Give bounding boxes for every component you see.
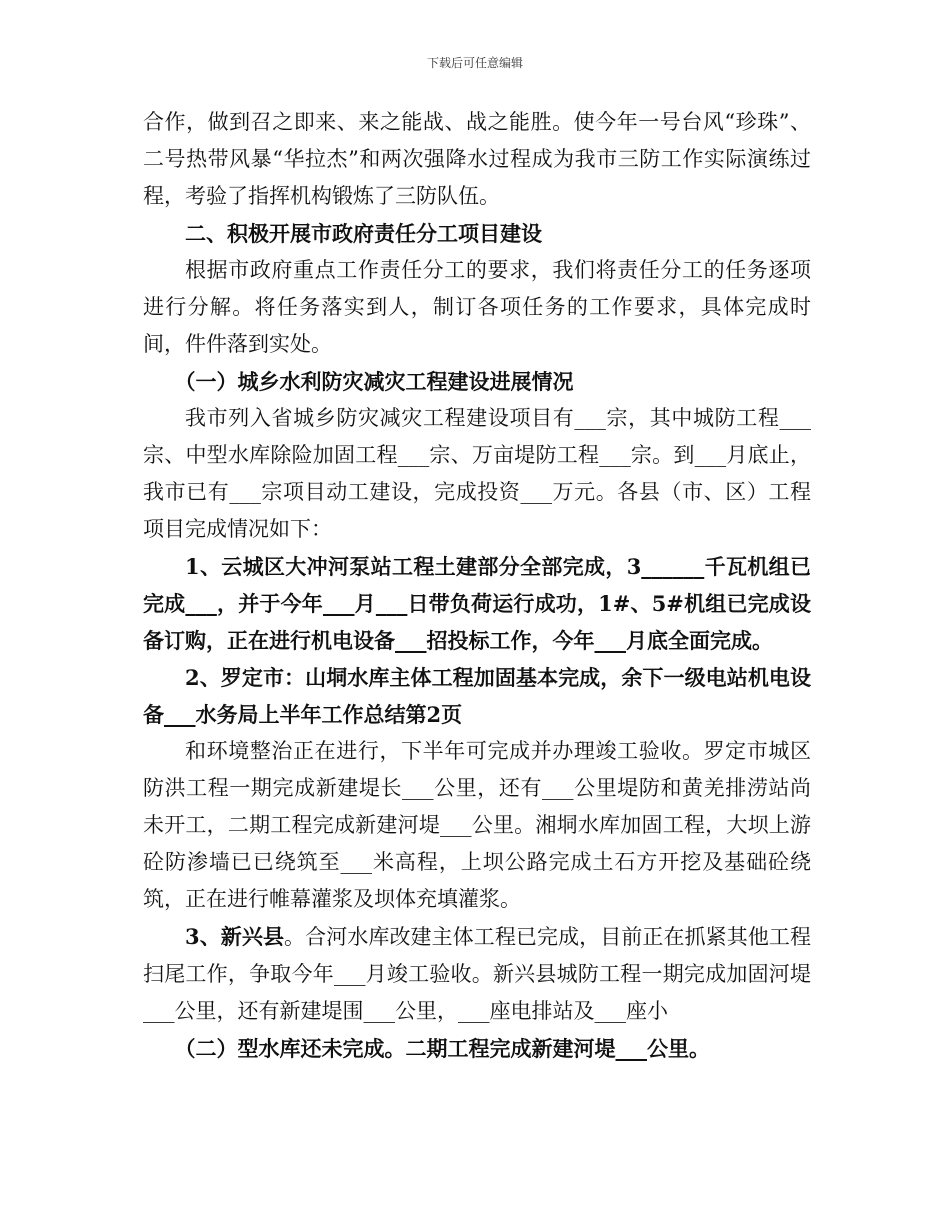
subsection-heading-2: （二）型水库还未完成。二期工程完成新建河堤___公里。 bbox=[174, 1036, 710, 1061]
header-note: 下载后可任意编辑 bbox=[426, 56, 523, 70]
section-heading-2: 二、积极开展市政府责任分工项目建设 bbox=[185, 221, 542, 246]
xinxing-text: 。合河水库改建主体工程已完成，目前正在抓紧其他工程扫尾工作，争取今年___月竣工验收。新兴县城防工程一期完成加固河堤___公里，还有新建堤围___公里，___座电排站及___座小 bbox=[143, 925, 811, 1023]
paragraph-xinxing bbox=[143, 918, 811, 1030]
xinxing-label: 3、新兴县 bbox=[185, 924, 285, 949]
paragraph-projects: 我市列入省城乡防灾减灾工程建设项目有___宗，其中城防工程___宗、中型水库除险加固工程___宗、万亩堤防工程___宗。到___月底止，我市已有___宗项目动工建设，完成投资___万元。各县（市、区）工程项目完成情况如下： bbox=[143, 406, 811, 541]
paragraph-cooperation: 合作，做到召之即来、来之能战、战之能胜。使今年一号台风“珍珠”、二号热带风暴“华拉杰”和两次强降水过程成为我市三防工作实际演练过程，考验了指挥机构锻炼了三防队伍。 bbox=[143, 110, 811, 208]
document-body bbox=[143, 104, 811, 1067]
paragraph-luoding: 2、罗定市：山垌水库主体工程加固基本完成，余下一级电站机电设备___水务局上半年工作总结第2页 bbox=[143, 665, 811, 727]
subsection-heading-1: （一）城乡水利防灾减灾工程建设进展情况 bbox=[174, 369, 574, 394]
paragraph-luoding-detail: 和环境整治正在进行，下半年可完成并办理竣工验收。罗定市城区防洪工程一期完成新建堤长___公里，还有___公里堤防和黄羌排涝站尚未开工，二期工程完成新建河堤___公里。湘垌水库加固工程，大坝上游砼防渗墙已已绕筑至___米高程，上坝公路完成土石方开挖及基础砼绕筑，正在进行帷幕灌浆及坝体充填灌浆。 bbox=[143, 739, 811, 911]
paragraph-yuncheng: 1、云城区大冲河泵站工程土建部分全部完成，3______千瓦机组已完成___，并于今年___月___日带负荷运行成功，1#、5#机组已完成设备订购，正在进行机电设备___招投标工作，今年___月底全面完成。 bbox=[143, 554, 811, 653]
paragraph-responsibility: 根据市政府重点工作责任分工的要求，我们将责任分工的任务逐项进行分解。将任务落实到人，制订各项任务的工作要求，具体完成时间，件件落到实处。 bbox=[143, 258, 811, 356]
